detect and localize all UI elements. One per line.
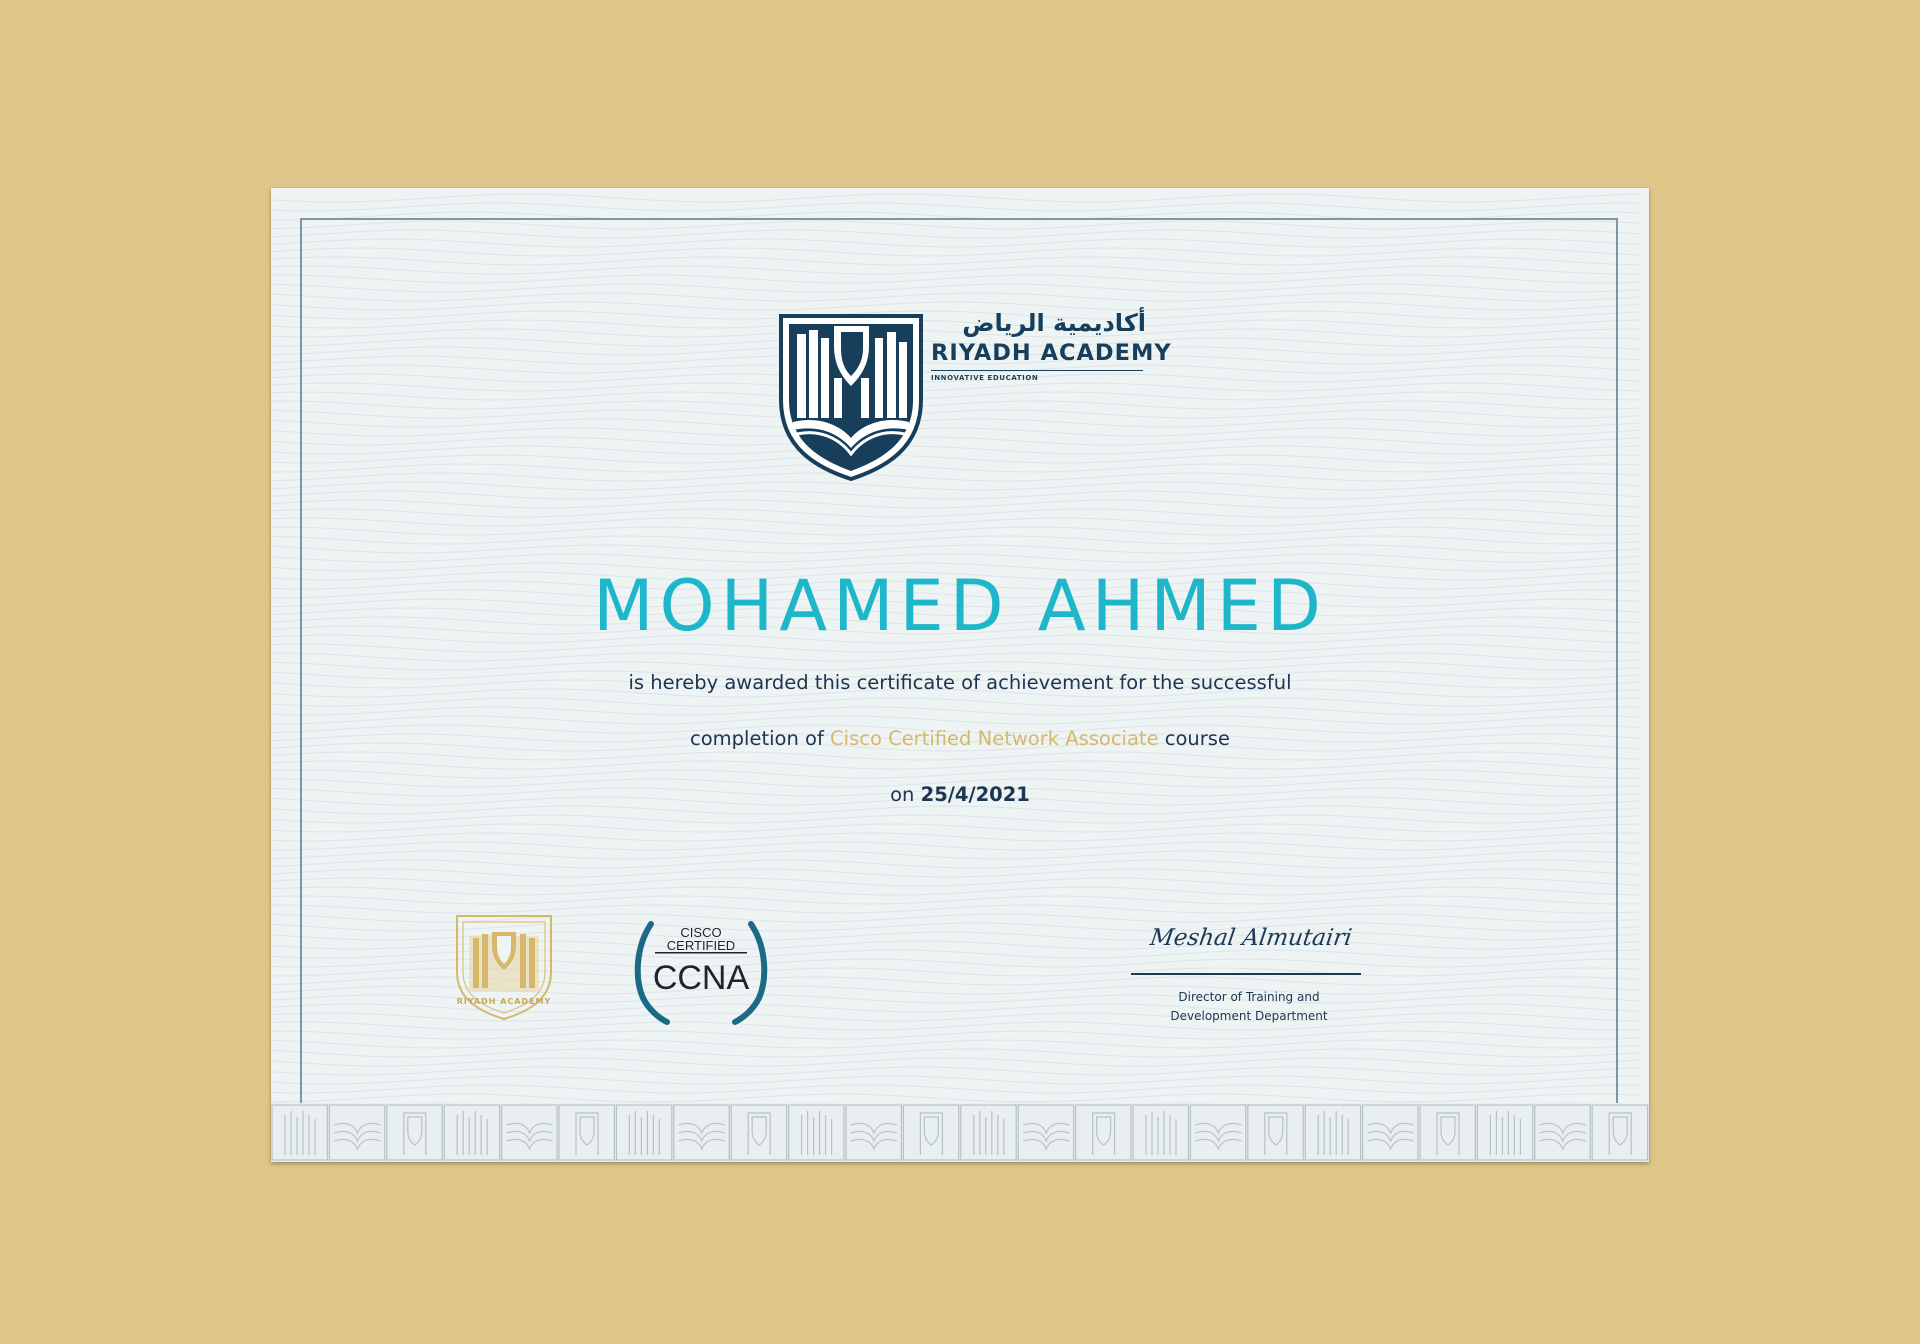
- guilloche-wave: [271, 194, 1639, 202]
- towers-and-book-pattern-icon: [271, 1103, 1649, 1162]
- academy-tagline: INNOVATIVE EDUCATION: [931, 374, 1039, 382]
- ccna-cisco-label: CISCO: [680, 925, 722, 940]
- signatory-title: [1129, 988, 1369, 1026]
- academy-name-divider: [931, 370, 1143, 371]
- signatory-title-line1: Director of Training and: [1178, 990, 1320, 1004]
- date-prefix: on: [890, 783, 915, 806]
- award-statement: is hereby awarded this certificate of achievement for the successful: [628, 671, 1292, 694]
- date-statement: [271, 780, 1649, 810]
- guilloche-wave: [271, 203, 1639, 211]
- academy-arabic-name: أكاديمية الرياض: [962, 309, 1146, 337]
- recipient-name: MOHAMED AHMED: [593, 565, 1327, 647]
- signature-line: [1131, 973, 1361, 975]
- ccna-badge: [621, 918, 781, 1026]
- completion-prefix: completion of: [690, 727, 824, 750]
- seal-text: RIYADH ACADEMY: [456, 997, 552, 1006]
- certificate: [271, 188, 1649, 1162]
- academy-name: RIYADH ACADEMY: [931, 340, 1172, 366]
- signature: Meshal Almutairi: [1148, 925, 1354, 951]
- completion-suffix: course: [1164, 727, 1230, 750]
- riyadh-academy-shield-icon: [777, 308, 927, 483]
- completion-statement: [271, 724, 1649, 754]
- header-logo: [777, 308, 1172, 483]
- award-date: 25/4/2021: [920, 783, 1030, 806]
- riyadh-academy-gold-seal-icon: [449, 912, 559, 1022]
- ccna-certified-label: CERTIFIED: [666, 938, 736, 953]
- signatory-title-line2: Development Department: [1170, 1009, 1328, 1023]
- course-name: Cisco Certified Network Associate: [830, 727, 1159, 750]
- ccna-label: CCNA: [652, 959, 750, 997]
